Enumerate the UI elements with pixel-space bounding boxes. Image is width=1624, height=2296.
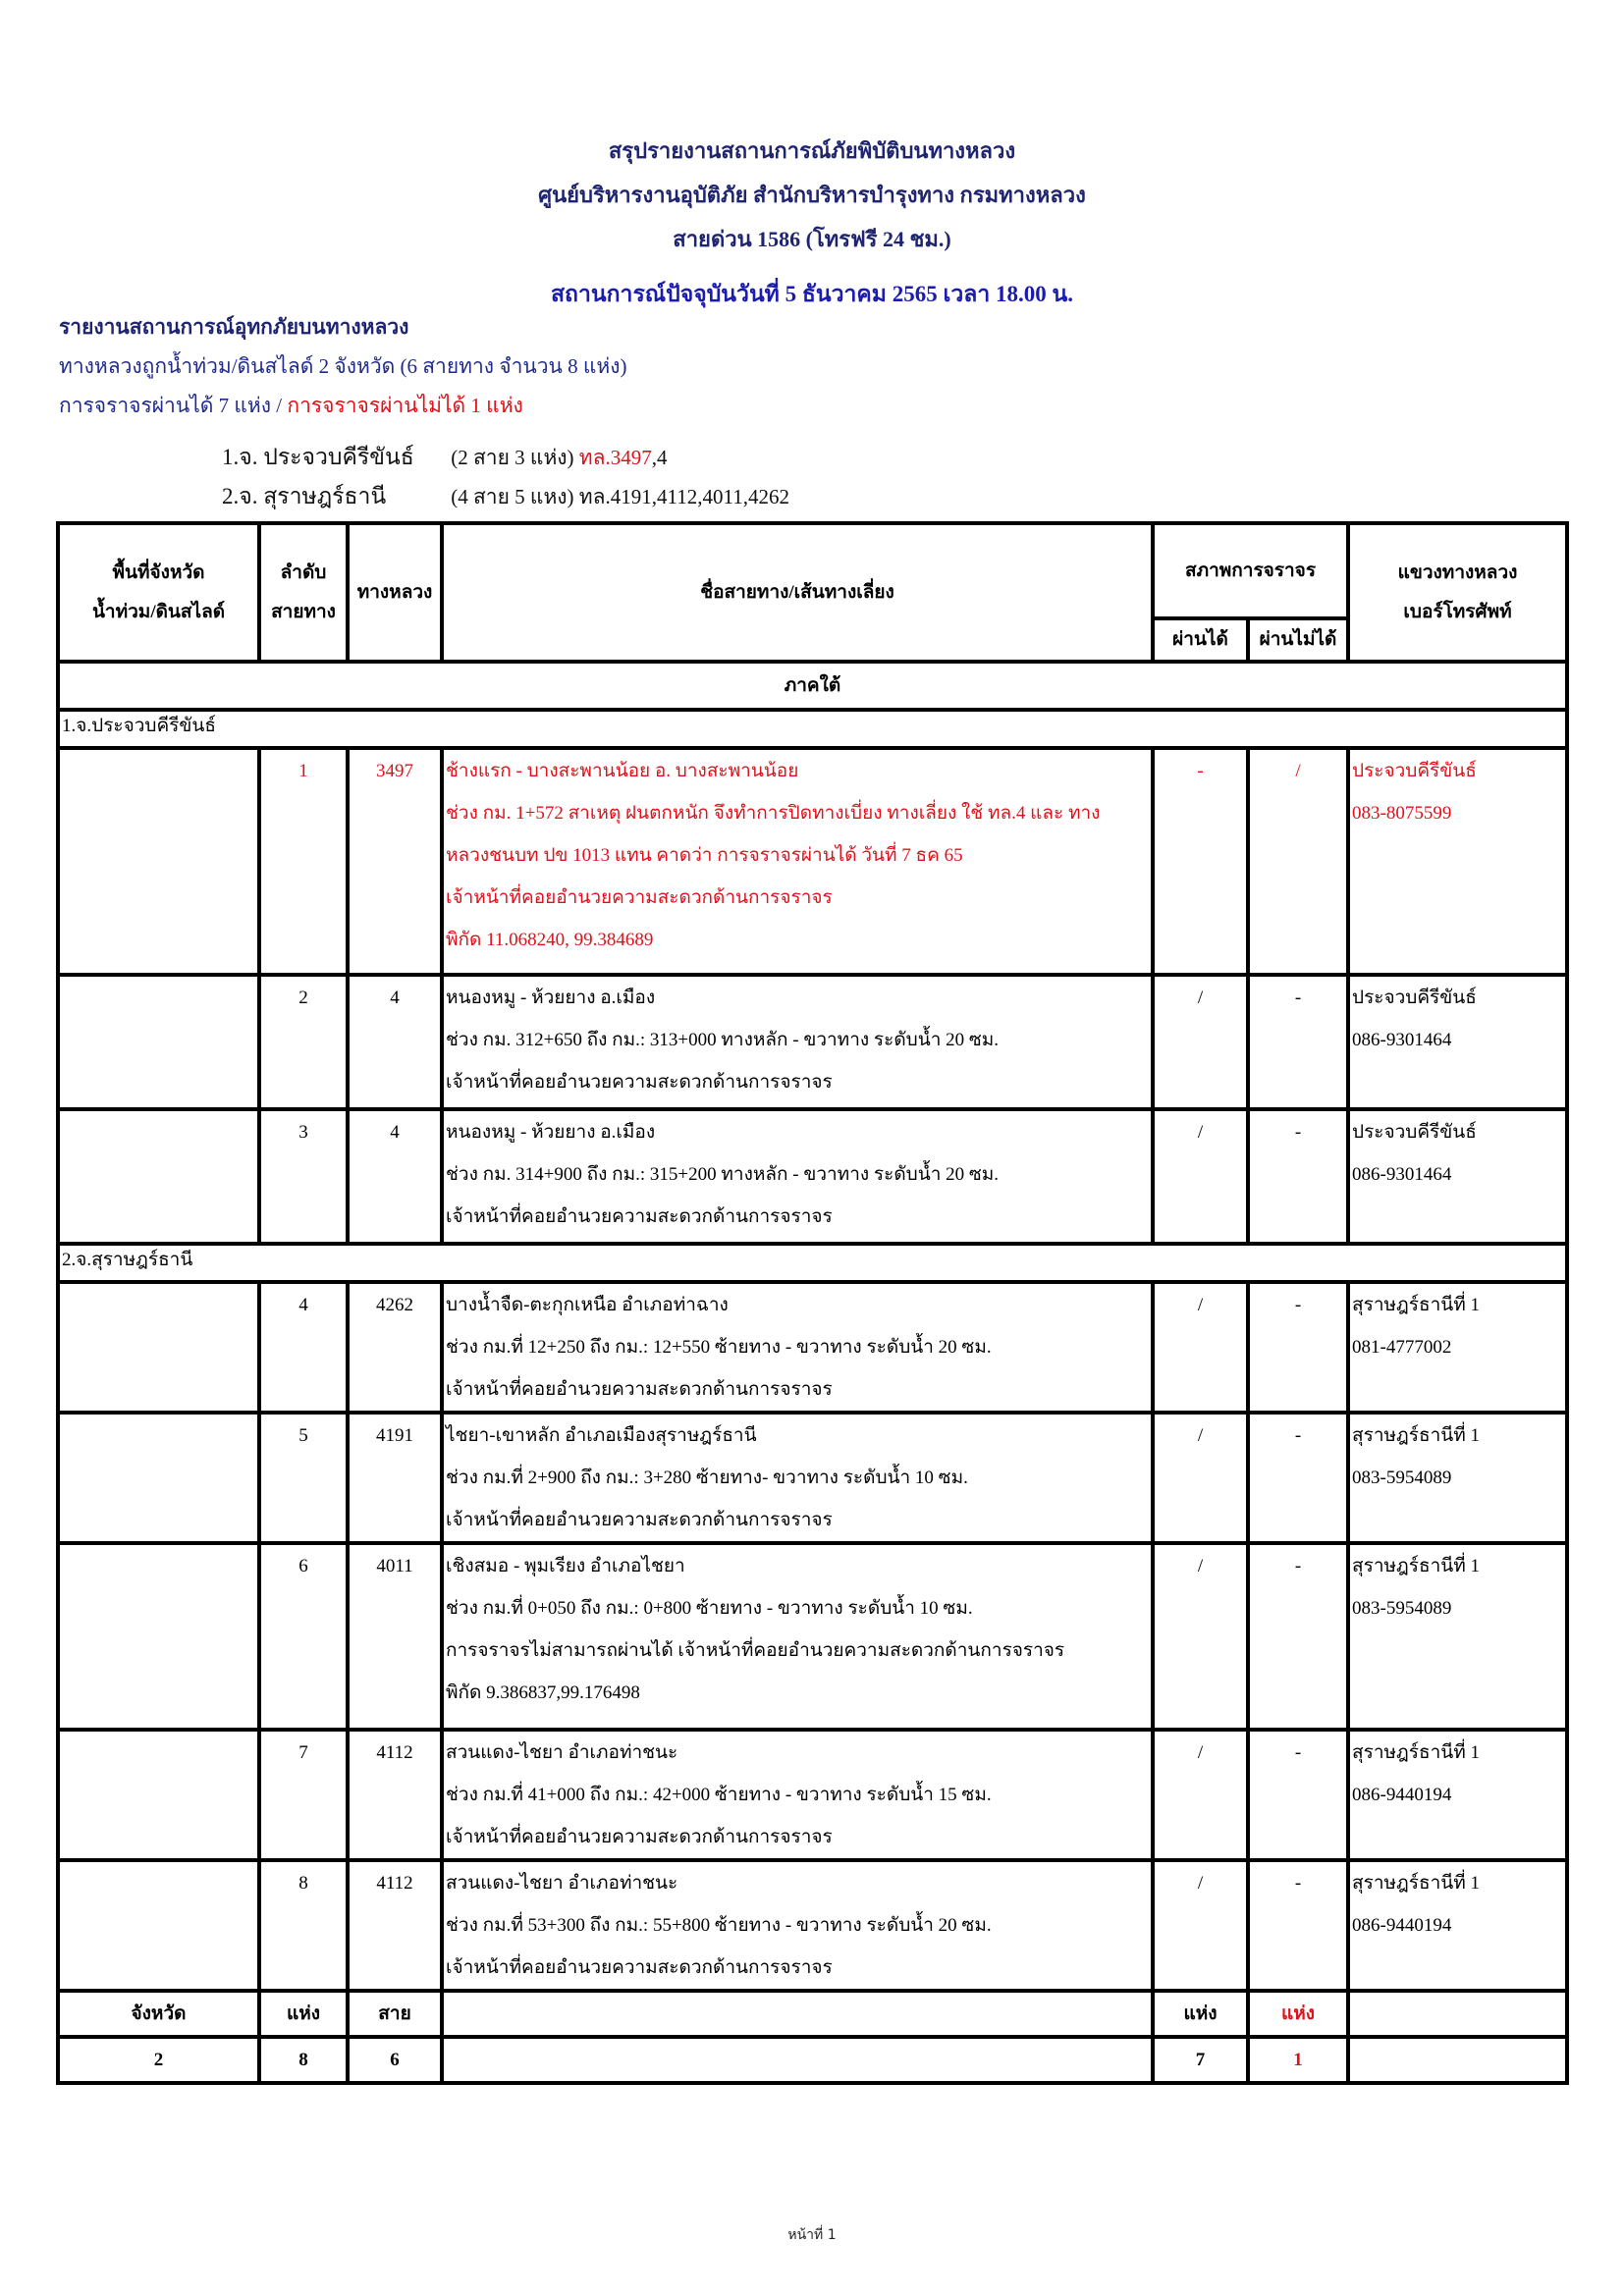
- row-details: บางน้ำจืด-ตะกุกเหนือ อำเภอท่าฉาง ช่วง กม.ที่ 12+250 ถึง กม.: 12+550 ซ้ายทาง - ขวาทาง ระดับน้ำ 20 ซม. เจ้าหน้าที่คอยอำนวยความสะดวกด้านการจราจร: [442, 1282, 1153, 1413]
- row-details: ช้างแรก - บางสะพานน้อย อ. บางสะพานน้อย ช่วง กม. 1+572 สาเหตุ ฝนตกหนัก จึงทำการปิดทางเบี่ยง ทางเลี่ยง ใช้ ทล.4 และ ทาง หลวงชนบท ปข 1013 แทน คาดว่า การจราจรผ่านได้ วันที่ 7 ธค 65 เจ้าหน้าที่คอยอำนวยความสะดวกด้านการจราจร พิกัด 11.068240, 99.384689: [442, 748, 1153, 975]
- incident-table: [56, 521, 1569, 2085]
- province-routes: ,4: [651, 446, 668, 469]
- totals-provinces-label: จังหวัด: [58, 1991, 259, 2037]
- row-details: สวนแดง-ไชยา อำเภอท่าชนะ ช่วง กม.ที่ 41+000 ถึง กม.: 42+000 ซ้ายทาง - ขวาทาง ระดับน้ำ 15 ซม. เจ้าหน้าที่คอยอำนวยความสะดวกด้านการจราจร: [442, 1730, 1153, 1860]
- summary-heading: รายงานสถานการณ์อุทกภัยบนทางหลวง: [59, 315, 409, 339]
- row-impassable: -: [1248, 1543, 1348, 1730]
- row-order: 7: [259, 1730, 348, 1860]
- col-order: ลำดับ สายทาง: [259, 523, 348, 662]
- province-name: 1.จ. ประจวบคีรีขันธ์: [222, 445, 414, 469]
- row-passable: /: [1153, 1282, 1248, 1413]
- row-order: 4: [259, 1282, 348, 1413]
- row-passable: /: [1153, 1413, 1248, 1543]
- passable-count: การจราจรผ่านได้ 7 แห่ง: [59, 394, 272, 417]
- totals-sites-label: แห่ง: [259, 1991, 348, 2037]
- hotline: สายด่วน 1586 (โทรฟรี 24 ชม.): [673, 227, 951, 251]
- row-office: สุราษฎร์ธานีที่ 1 086-9440194: [1348, 1860, 1567, 1991]
- table-row: [58, 1730, 1567, 1860]
- row-passable: -: [1153, 748, 1248, 975]
- totals-impassable: 1: [1248, 2037, 1348, 2083]
- report-datetime: สถานการณ์ปัจจุบันวันที่ 5 ธันวาคม 2565 เวลา 18.00 น.: [551, 282, 1073, 306]
- report-title: สรุปรายงานสถานการณ์ภัยพิบัติบนทางหลวง: [608, 138, 1016, 163]
- province-summary-2: [222, 479, 789, 514]
- row-office: ประจวบคีรีขันธ์ 086-9301464: [1348, 1109, 1567, 1244]
- row-highway: 3497: [348, 748, 442, 975]
- totals-passable-label: แห่ง: [1153, 1991, 1248, 2037]
- separator: /: [271, 394, 288, 417]
- row-highway: 4011: [348, 1543, 442, 1730]
- col-traffic-status: สภาพการจราจร: [1153, 523, 1348, 618]
- row-details: หนองหมู - ห้วยยาง อ.เมือง ช่วง กม. 314+900 ถึง กม.: 315+200 ทางหลัก - ขวาทาง ระดับน้ำ 20 ซม. เจ้าหน้าที่คอยอำนวยความสะดวกด้านการจราจร: [442, 1109, 1153, 1244]
- province-count: (2 สาย 3 แห่ง): [451, 446, 574, 469]
- col-area: พื้นที่จังหวัด น้ำท่วม/ดินสไลด์: [58, 523, 259, 662]
- row-office: สุราษฎร์ธานีที่ 1 086-9440194: [1348, 1730, 1567, 1860]
- row-passable: /: [1153, 1860, 1248, 1991]
- row-order: 6: [259, 1543, 348, 1730]
- province-name: 2.จ. สุราษฎร์ธานี: [222, 484, 387, 508]
- row-highway: 4112: [348, 1860, 442, 1991]
- row-impassable: -: [1248, 1860, 1348, 1991]
- totals-row: [58, 2037, 1567, 2083]
- section-label: 1.จ.ประจวบคีรีขันธ์: [58, 710, 1567, 748]
- row-impassable: -: [1248, 975, 1348, 1109]
- summary-traffic: [59, 390, 523, 422]
- row-passable: /: [1153, 1730, 1248, 1860]
- row-impassable: /: [1248, 748, 1348, 975]
- row-details: หนองหมู - ห้วยยาง อ.เมือง ช่วง กม. 312+650 ถึง กม.: 313+000 ทางหลัก - ขวาทาง ระดับน้ำ 20 ซม. เจ้าหน้าที่คอยอำนวยความสะดวกด้านการจราจร: [442, 975, 1153, 1109]
- row-impassable: -: [1248, 1109, 1348, 1244]
- region-row: ภาคใต้: [58, 662, 1567, 710]
- table-row: [58, 975, 1567, 1109]
- row-highway: 4262: [348, 1282, 442, 1413]
- table-row: [58, 1860, 1567, 1991]
- table-row: [58, 1543, 1567, 1730]
- totals-passable: 7: [1153, 2037, 1248, 2083]
- row-highway: 4191: [348, 1413, 442, 1543]
- impassable-count: การจราจรผ่านไม่ได้ 1 แห่ง: [287, 394, 523, 417]
- row-order: 1: [259, 748, 348, 975]
- totals-provinces: 2: [58, 2037, 259, 2083]
- row-order: 2: [259, 975, 348, 1109]
- totals-sites: 8: [259, 2037, 348, 2083]
- row-passable: /: [1153, 975, 1248, 1109]
- row-details: เชิงสมอ - พุมเรียง อำเภอไชยา ช่วง กม.ที่ 0+050 ถึง กม.: 0+800 ซ้ายทาง - ขวาทาง ระดับน้ำ 10 ซม. การจราจรไม่สามารถผ่านได้ เจ้าหน้าที่คอยอำนวยความสะดวกด้านการจราจร พิกัด 9.386837,99.176498: [442, 1543, 1153, 1730]
- totals-routes: 6: [348, 2037, 442, 2083]
- row-office: สุราษฎร์ธานีที่ 1 083-5954089: [1348, 1413, 1567, 1543]
- row-order: 3: [259, 1109, 348, 1244]
- row-office: สุราษฎร์ธานีที่ 1 083-5954089: [1348, 1543, 1567, 1730]
- table-row: [58, 1109, 1567, 1244]
- totals-impassable-label: แห่ง: [1248, 1991, 1348, 2037]
- totals-header-row: [58, 1991, 1567, 2037]
- row-highway: 4: [348, 1109, 442, 1244]
- col-route-name: ชื่อสายทาง/เส้นทางเลี่ยง: [442, 523, 1153, 662]
- summary-affected: ทางหลวงถูกน้ำท่วม/ดินสไลด์ 2 จังหวัด (6 สายทาง จำนวน 8 แห่ง): [59, 354, 627, 378]
- report-agency: ศูนย์บริหารงานอุบัติภัย สำนักบริหารบำรุงทาง กรมทางหลวง: [538, 183, 1086, 207]
- table-row: [58, 1413, 1567, 1543]
- province-count: (4 สาย 5 แหง): [451, 485, 574, 508]
- row-order: 5: [259, 1413, 348, 1543]
- totals-routes-label: สาย: [348, 1991, 442, 2037]
- table-row: [58, 748, 1567, 975]
- row-impassable: -: [1248, 1413, 1348, 1543]
- row-highway: 4: [348, 975, 442, 1109]
- page-number: หน้าที่ 1: [787, 2227, 837, 2243]
- col-office: แขวงทางหลวง เบอร์โทรศัพท์: [1348, 523, 1567, 662]
- row-highway: 4112: [348, 1730, 442, 1860]
- row-impassable: -: [1248, 1730, 1348, 1860]
- col-impassable: ผ่านไม่ได้: [1248, 618, 1348, 662]
- row-passable: /: [1153, 1543, 1248, 1730]
- table-row: [58, 1282, 1567, 1413]
- row-passable: /: [1153, 1109, 1248, 1244]
- table-header-row: [58, 523, 1567, 618]
- province-routes-highlight: ทล.3497: [578, 446, 652, 469]
- province-summary-1: [222, 440, 668, 475]
- row-impassable: -: [1248, 1282, 1348, 1413]
- row-office: ประจวบคีรีขันธ์ 086-9301464: [1348, 975, 1567, 1109]
- col-highway: ทางหลวง: [348, 523, 442, 662]
- section-label: 2.จ.สุราษฎร์ธานี: [58, 1244, 1567, 1282]
- row-details: สวนแดง-ไชยา อำเภอท่าชนะ ช่วง กม.ที่ 53+300 ถึง กม.: 55+800 ซ้ายทาง - ขวาทาง ระดับน้ำ 20 ซม. เจ้าหน้าที่คอยอำนวยความสะดวกด้านการจราจร: [442, 1860, 1153, 1991]
- col-passable: ผ่านได้: [1153, 618, 1248, 662]
- row-office: สุราษฎร์ธานีที่ 1 081-4777002: [1348, 1282, 1567, 1413]
- row-office: ประจวบคีรีขันธ์ 083-8075599: [1348, 748, 1567, 975]
- province-routes: ทล.4191,4112,4011,4262: [578, 485, 789, 508]
- row-order: 8: [259, 1860, 348, 1991]
- row-details: ไชยา-เขาหลัก อำเภอเมืองสุราษฎร์ธานี ช่วง กม.ที่ 2+900 ถึง กม.: 3+280 ซ้ายทาง- ขวาทาง ระดับน้ำ 10 ซม. เจ้าหน้าที่คอยอำนวยความสะดวกด้านการจราจร: [442, 1413, 1153, 1543]
